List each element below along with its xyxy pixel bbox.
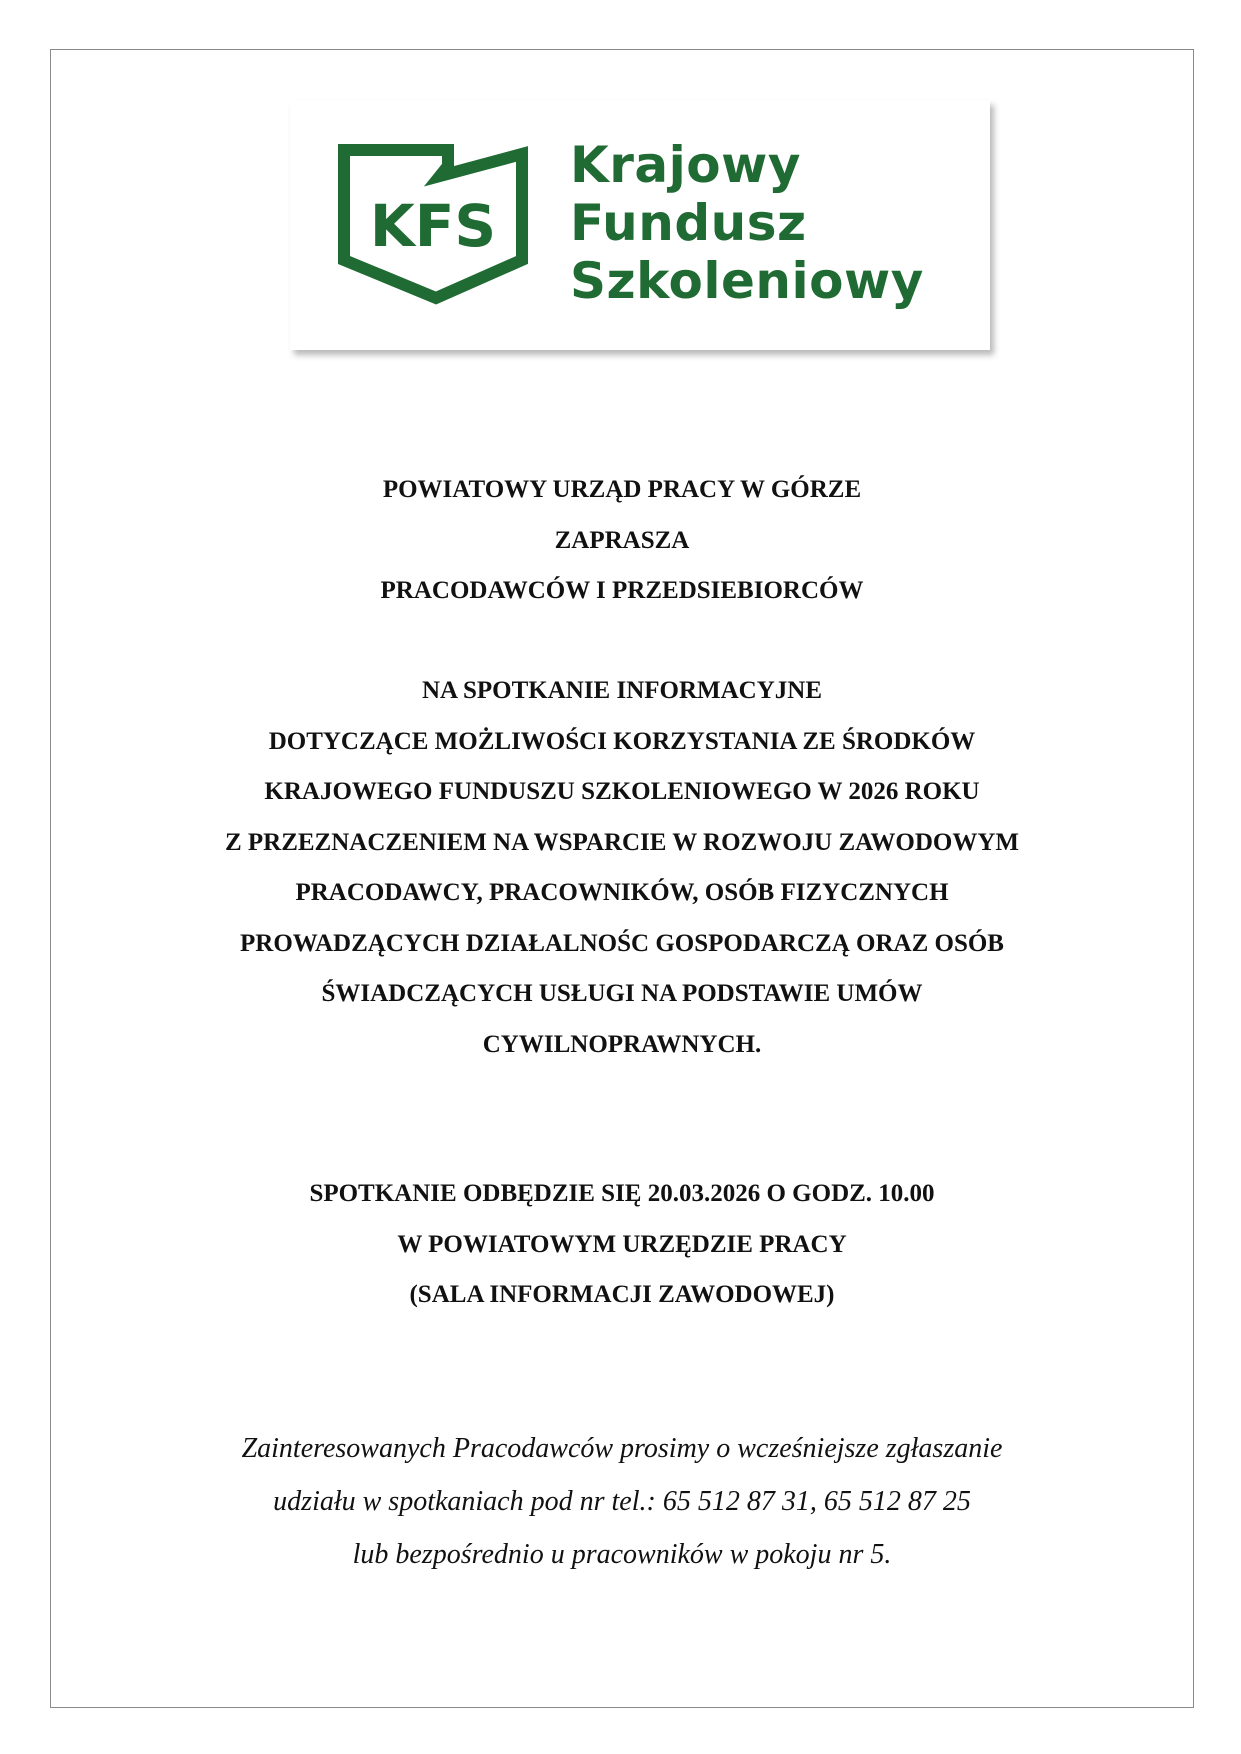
topic-line: CYWILNOPRAWNYCH. [482, 1030, 762, 1058]
meeting-topic [50, 666, 1194, 1070]
invitation-header [50, 465, 1194, 617]
header-line: POWIATOWY URZĄD PRACY W GÓRZE [382, 476, 862, 503]
kfs-mark-text: KFS [369, 192, 497, 260]
contact-line: Zainteresowanych Pracodawców prosimy o wcześniejsze zgłaszanie [241, 1433, 1003, 1464]
header-line: PRACODAWCÓW I PRZEDSIEBIORCÓW [380, 577, 864, 604]
topic-line: Z PRZEZNACZENIEM NA WSPARCIE W ROZWOJU ZAWODOWYM [224, 828, 1020, 856]
kfs-shield-icon [336, 140, 530, 306]
logo-word-3: Szkoleniowy [570, 252, 924, 310]
topic-line: NA SPOTKANIE INFORMACYJNE [421, 677, 823, 704]
contact-line: udziału w spotkaniach pod nr tel.: 65 512 87 31, 65 512 87 25 [273, 1486, 971, 1517]
logo-word-1: Krajowy [570, 136, 801, 194]
topic-line: ŚWIADCZĄCYCH USŁUGI NA PODSTAWIE UMÓW [321, 980, 923, 1007]
kfs-logo [290, 100, 990, 350]
logo-word-2: Fundusz [570, 194, 807, 252]
header-line: ZAPRASZA [554, 526, 690, 554]
contact-line: lub bezpośrednio u pracowników w pokoju nr 5. [352, 1539, 892, 1570]
logo-wordmark [570, 136, 924, 310]
meeting-details [50, 1169, 1194, 1321]
contact-info [50, 1422, 1194, 1581]
meeting-line: W POWIATOWYM URZĘDZIE PRACY [397, 1230, 847, 1258]
meeting-line: (SALA INFORMACJI ZAWODOWEJ) [409, 1281, 835, 1308]
topic-line: PROWADZĄCYCH DZIAŁALNOŚC GOSPODARCZĄ ORAZ OSÓB [240, 929, 1004, 957]
topic-line: KRAJOWEGO FUNDUSZU SZKOLENIOWEGO W 2026 ROKU [264, 778, 980, 805]
topic-line: PRACODAWCY, PRACOWNIKÓW, OSÓB FIZYCZNYCH [295, 879, 949, 906]
meeting-line: SPOTKANIE ODBĘDZIE SIĘ 20.03.2026 O GODZ. 10.00 [309, 1180, 935, 1207]
topic-line: DOTYCZĄCE MOŻLIWOŚCI KORZYSTANIA ZE ŚRODKÓW [268, 727, 976, 755]
